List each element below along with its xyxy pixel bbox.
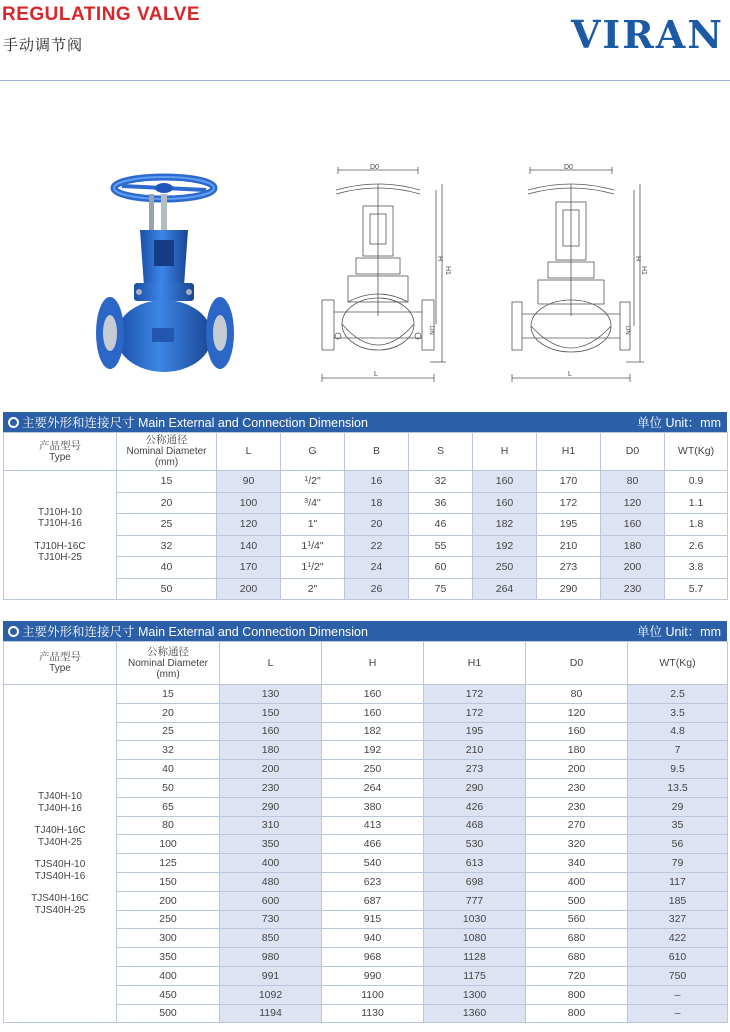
wt-cell: 327 — [628, 910, 728, 929]
table2-header-col: WT(Kg) — [628, 642, 728, 685]
g-cell: 1" — [281, 514, 345, 536]
l-cell: 400 — [220, 854, 322, 873]
d0-cell: 200 — [601, 557, 665, 579]
b-cell: 20 — [345, 514, 409, 536]
l-cell: 310 — [220, 816, 322, 835]
h-cell: 250 — [473, 557, 537, 579]
wt-cell: 3.5 — [628, 703, 728, 722]
wt-cell: 2.6 — [665, 535, 728, 557]
table2-unit: 单位 Unit：mm — [636, 625, 721, 639]
b-cell: 16 — [345, 471, 409, 493]
h-cell: 264 — [473, 578, 537, 600]
s-cell: 60 — [409, 557, 473, 579]
l-cell: 170 — [217, 557, 281, 579]
g-cell: $^3$/4" — [281, 492, 345, 514]
table1-header-col: H1 — [537, 433, 601, 471]
h1-cell: 172 — [537, 492, 601, 514]
h-cell: 380 — [322, 797, 424, 816]
wt-cell: 35 — [628, 816, 728, 835]
l-cell: 150 — [220, 703, 322, 722]
h-cell: 1130 — [322, 1004, 424, 1023]
l-cell: 200 — [220, 760, 322, 779]
table1-unit: 单位 Unit：mm — [636, 416, 721, 430]
table2-title: 主要外形和连接尺寸 Main External and Connection Dimension — [22, 625, 368, 639]
drawing-label-dn: DN — [428, 326, 434, 335]
dn-cell: 500 — [117, 1004, 220, 1023]
l-cell: 180 — [220, 741, 322, 760]
h-cell: 160 — [473, 492, 537, 514]
table1-header-col: B — [345, 433, 409, 471]
table1-title: 主要外形和连接尺寸 Main External and Connection Dimension — [22, 416, 368, 430]
dn-cell: 250 — [117, 910, 220, 929]
drawing2-label-h: H — [634, 256, 641, 262]
l-cell: 100 — [217, 492, 281, 514]
wt-cell: 9.5 — [628, 760, 728, 779]
b-cell: 18 — [345, 492, 409, 514]
h-cell: 192 — [473, 535, 537, 557]
d0-cell: 230 — [526, 797, 628, 816]
d0-cell: 800 — [526, 1004, 628, 1023]
d0-cell: 180 — [601, 535, 665, 557]
drawing2-label-l: L — [568, 371, 572, 378]
g-cell: 2" — [281, 578, 345, 600]
d0-cell: 270 — [526, 816, 628, 835]
h1-cell: 1175 — [424, 966, 526, 985]
h1-cell: 1030 — [424, 910, 526, 929]
table2-header-col: L — [220, 642, 322, 685]
s-cell: 32 — [409, 471, 473, 493]
h1-cell: 170 — [537, 471, 601, 493]
table1-header-dn: 公称通径 Nominal Diameter (mm) — [117, 433, 217, 471]
brand-logo: VIRAN — [570, 12, 724, 57]
d0-cell: 230 — [526, 778, 628, 797]
dn-cell: 15 — [117, 685, 220, 704]
h1-cell: 1080 — [424, 929, 526, 948]
wt-cell: 422 — [628, 929, 728, 948]
dn-cell: 65 — [117, 797, 220, 816]
table-row — [4, 471, 728, 493]
table1-header-col: WT(Kg) — [665, 433, 728, 471]
l-cell: 90 — [217, 471, 281, 493]
table2-header-type: 产品型号 Type — [4, 642, 117, 685]
dn-cell: 15 — [117, 471, 217, 493]
drawing2-label-h1: H1 — [640, 266, 647, 275]
dn-cell: 25 — [117, 514, 217, 536]
d0-cell: 230 — [601, 578, 665, 600]
dn-cell: 80 — [117, 816, 220, 835]
l-cell: 230 — [220, 778, 322, 797]
h1-cell: 290 — [537, 578, 601, 600]
h1-cell: 426 — [424, 797, 526, 816]
d0-cell: 680 — [526, 948, 628, 967]
table1-header-col: G — [281, 433, 345, 471]
l-cell: 200 — [217, 578, 281, 600]
dn-cell: 150 — [117, 872, 220, 891]
table2 — [3, 641, 728, 1023]
dn-cell: 50 — [117, 578, 217, 600]
wt-cell: 1.1 — [665, 492, 728, 514]
dn-cell: 20 — [117, 492, 217, 514]
d0-cell: 180 — [526, 741, 628, 760]
l-cell: 850 — [220, 929, 322, 948]
table1-header-col: H — [473, 433, 537, 471]
h1-cell: 195 — [424, 722, 526, 741]
table1-type-cell: TJ10H-10 TJ10H-16 TJ10H-16C TJ10H-25 — [4, 471, 117, 600]
d0-cell: 320 — [526, 835, 628, 854]
l-cell: 350 — [220, 835, 322, 854]
drawing-label-l: L — [374, 371, 378, 378]
wt-cell: 0.9 — [665, 471, 728, 493]
l-cell: 600 — [220, 891, 322, 910]
drawing-label-h1: H1 — [444, 266, 451, 275]
b-cell: 22 — [345, 535, 409, 557]
h1-cell: 613 — [424, 854, 526, 873]
table1-header-col: D0 — [601, 433, 665, 471]
wt-cell: 3.8 — [665, 557, 728, 579]
l-cell: 991 — [220, 966, 322, 985]
h1-cell: 777 — [424, 891, 526, 910]
h-cell: 413 — [322, 816, 424, 835]
dn-cell: 20 — [117, 703, 220, 722]
table1-title-bar — [3, 412, 727, 432]
g-cell: $1^1/4$" — [281, 535, 345, 557]
h1-cell: 530 — [424, 835, 526, 854]
h-cell: 182 — [322, 722, 424, 741]
s-cell: 75 — [409, 578, 473, 600]
l-cell: 140 — [217, 535, 281, 557]
dn-cell: 400 — [117, 966, 220, 985]
drawing-label-h: H — [436, 256, 443, 262]
drawing-label-d0: D0 — [370, 164, 379, 171]
dn-cell: 100 — [117, 835, 220, 854]
dn-cell: 32 — [117, 535, 217, 557]
table1-header-type: 产品型号 Type — [4, 433, 117, 471]
wt-cell: 185 — [628, 891, 728, 910]
h-cell: 160 — [473, 471, 537, 493]
g-cell: $^1$/2" — [281, 471, 345, 493]
dn-cell: 32 — [117, 741, 220, 760]
ring-icon — [8, 626, 19, 637]
table-row — [4, 685, 728, 704]
wt-cell: 79 — [628, 854, 728, 873]
h1-cell: 273 — [537, 557, 601, 579]
wt-cell: 1.8 — [665, 514, 728, 536]
dn-cell: 450 — [117, 985, 220, 1004]
dn-cell: 125 — [117, 854, 220, 873]
h1-cell: 698 — [424, 872, 526, 891]
table2-type-cell: TJ40H-10 TJ40H-16 TJ40H-16C TJ40H-25 TJS40H-10 TJS40H-16 TJS40H-16C TJS40H-25 — [4, 685, 117, 1023]
h-cell: 623 — [322, 872, 424, 891]
s-cell: 46 — [409, 514, 473, 536]
wt-cell: 610 — [628, 948, 728, 967]
d0-cell: 800 — [526, 985, 628, 1004]
dn-cell: 40 — [117, 760, 220, 779]
h-cell: 264 — [322, 778, 424, 797]
b-cell: 24 — [345, 557, 409, 579]
h-cell: 160 — [322, 703, 424, 722]
h-cell: 915 — [322, 910, 424, 929]
wt-cell: 2.5 — [628, 685, 728, 704]
d0-cell: 400 — [526, 872, 628, 891]
dn-cell: 25 — [117, 722, 220, 741]
l-cell: 1092 — [220, 985, 322, 1004]
h1-cell: 210 — [424, 741, 526, 760]
h-cell: 1100 — [322, 985, 424, 1004]
l-cell: 1194 — [220, 1004, 322, 1023]
h1-cell: 210 — [537, 535, 601, 557]
d0-cell: 160 — [526, 722, 628, 741]
h1-cell: 195 — [537, 514, 601, 536]
drawing-tj10h — [318, 164, 451, 388]
h-cell: 182 — [473, 514, 537, 536]
drawing-tj40h — [508, 166, 648, 388]
h1-cell: 1360 — [424, 1004, 526, 1023]
h-cell: 990 — [322, 966, 424, 985]
h1-cell: 172 — [424, 703, 526, 722]
table2-title-bar — [3, 621, 727, 641]
s-cell: 55 — [409, 535, 473, 557]
h1-cell: 468 — [424, 816, 526, 835]
h-cell: 250 — [322, 760, 424, 779]
wt-cell: – — [628, 1004, 728, 1023]
table2-header-dn: 公称通径 Nominal Diameter (mm) — [117, 642, 220, 685]
h-cell: 540 — [322, 854, 424, 873]
h-cell: 940 — [322, 929, 424, 948]
s-cell: 36 — [409, 492, 473, 514]
wt-cell: 29 — [628, 797, 728, 816]
header-divider — [0, 80, 730, 81]
drawing2-label-dn: DN — [624, 326, 630, 335]
wt-cell: 56 — [628, 835, 728, 854]
l-cell: 160 — [220, 722, 322, 741]
table2-header-col: H — [322, 642, 424, 685]
wt-cell: 4.8 — [628, 722, 728, 741]
ring-icon — [8, 417, 19, 428]
h-cell: 160 — [322, 685, 424, 704]
l-cell: 730 — [220, 910, 322, 929]
table2-header-col: D0 — [526, 642, 628, 685]
wt-cell: 117 — [628, 872, 728, 891]
h-cell: 687 — [322, 891, 424, 910]
b-cell: 26 — [345, 578, 409, 600]
wt-cell: – — [628, 985, 728, 1004]
dn-cell: 200 — [117, 891, 220, 910]
h1-cell: 290 — [424, 778, 526, 797]
d0-cell: 560 — [526, 910, 628, 929]
d0-cell: 720 — [526, 966, 628, 985]
h-cell: 466 — [322, 835, 424, 854]
table2-header-col: H1 — [424, 642, 526, 685]
h-cell: 192 — [322, 741, 424, 760]
table1 — [3, 432, 728, 600]
l-cell: 120 — [217, 514, 281, 536]
g-cell: $1^1/2$" — [281, 557, 345, 579]
l-cell: 980 — [220, 948, 322, 967]
d0-cell: 340 — [526, 854, 628, 873]
d0-cell: 160 — [601, 514, 665, 536]
h-cell: 968 — [322, 948, 424, 967]
wt-cell: 13.5 — [628, 778, 728, 797]
dn-cell: 40 — [117, 557, 217, 579]
h1-cell: 273 — [424, 760, 526, 779]
l-cell: 290 — [220, 797, 322, 816]
dn-cell: 350 — [117, 948, 220, 967]
page-header — [0, 0, 730, 82]
d0-cell: 500 — [526, 891, 628, 910]
dn-cell: 50 — [117, 778, 220, 797]
table1-header-col: L — [217, 433, 281, 471]
h1-cell: 1300 — [424, 985, 526, 1004]
wt-cell: 750 — [628, 966, 728, 985]
d0-cell: 680 — [526, 929, 628, 948]
wt-cell: 7 — [628, 741, 728, 760]
d0-cell: 80 — [601, 471, 665, 493]
wt-cell: 5.7 — [665, 578, 728, 600]
l-cell: 480 — [220, 872, 322, 891]
h1-cell: 1128 — [424, 948, 526, 967]
h1-cell: 172 — [424, 685, 526, 704]
product-title-en: REGULATING VALVE — [2, 4, 200, 25]
d0-cell: 120 — [601, 492, 665, 514]
figures-area — [0, 160, 730, 390]
table1-header-col: S — [409, 433, 473, 471]
d0-cell: 120 — [526, 703, 628, 722]
d0-cell: 80 — [526, 685, 628, 704]
valve-photo — [92, 168, 242, 390]
d0-cell: 200 — [526, 760, 628, 779]
dn-cell: 300 — [117, 929, 220, 948]
product-title-cn: 手动调节阀 — [3, 37, 84, 54]
drawing2-label-d0: D0 — [564, 164, 573, 171]
l-cell: 130 — [220, 685, 322, 704]
